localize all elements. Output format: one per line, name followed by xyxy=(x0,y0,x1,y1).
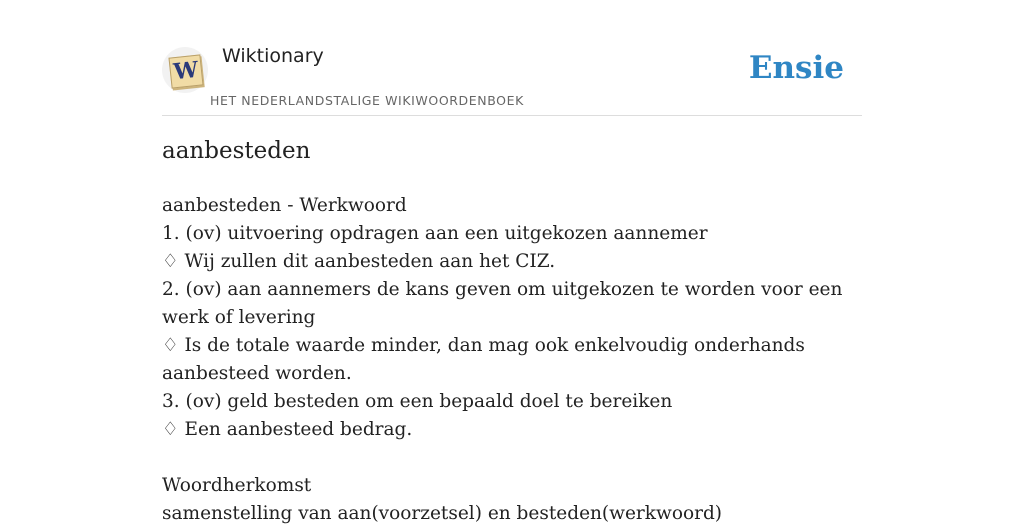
definition-2: 2. (ov) aan aannemers de kans geven om uitgekozen te worden voor een werk of levering xyxy=(162,279,843,328)
example-3: ♢ Een aanbesteed bedrag. xyxy=(162,419,413,440)
wiktionary-logo[interactable] xyxy=(162,47,208,93)
etymology-heading: Woordherkomst xyxy=(162,475,312,496)
site-name-link[interactable]: Wiktionary xyxy=(222,45,324,67)
entry-headline: aanbesteden - Werkwoord xyxy=(162,195,407,216)
definition-3: 3. (ov) geld besteden om een bepaald doel te bereiken xyxy=(162,391,673,412)
paragraph-spacer xyxy=(162,444,862,472)
example-1: ♢ Wij zullen dit aanbesteden aan het CIZ. xyxy=(162,251,556,272)
page-container xyxy=(162,0,862,524)
definition-1: 1. (ov) uitvoering opdragen aan een uitgekozen aannemer xyxy=(162,223,708,244)
ensie-brand-link[interactable]: Ensie xyxy=(748,50,844,86)
site-tagline: HET NEDERLANDSTALIGE WIKIWOORDENBOEK xyxy=(210,93,524,108)
etymology-text: samenstelling van aan(voorzetsel) en besteden(werkwoord) xyxy=(162,503,723,524)
entry-content xyxy=(162,192,862,528)
site-header xyxy=(162,0,862,116)
example-2: ♢ Is de totale waarde minder, dan mag ook enkelvoudig onderhands aanbesteed worden. xyxy=(162,335,805,384)
wiktionary-logo-icon: W xyxy=(168,54,203,88)
page-title: aanbesteden xyxy=(162,138,311,164)
